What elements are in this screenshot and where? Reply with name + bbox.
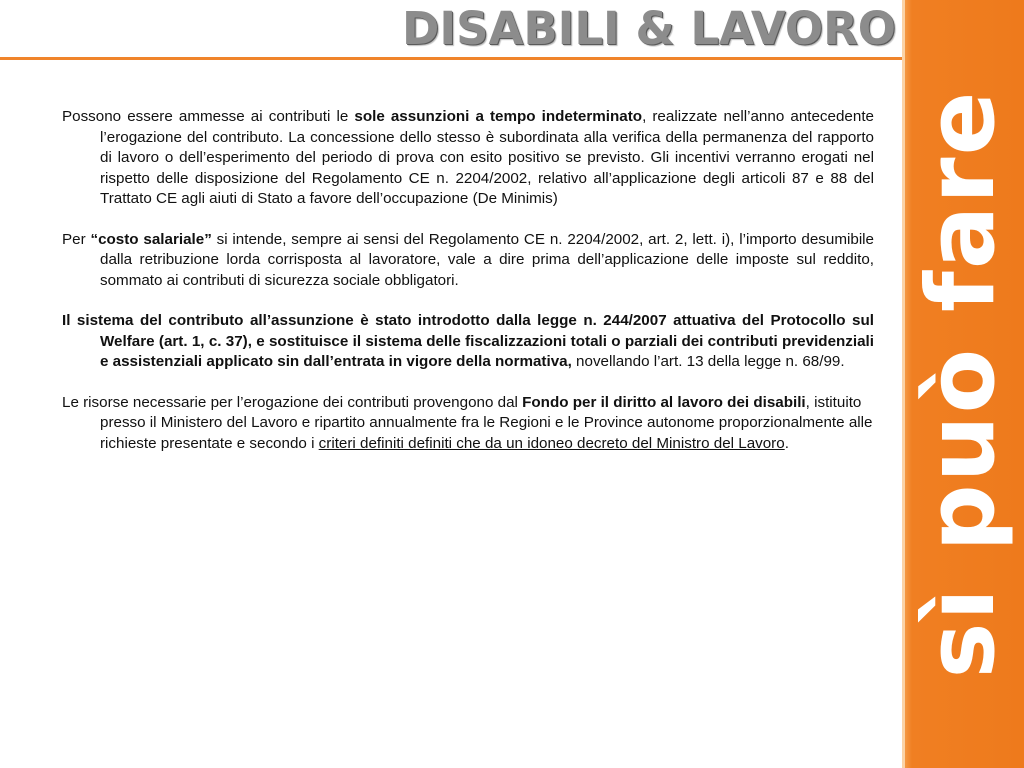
text-segment: , realizzate nell’anno antecedente l’erogazione del contributo. La concessione dello stesso è subordinata alla verifica della permanenza del rapporto di lavoro o dell’esperimento del periodo di prova con esito positivo se previsto. Gli incentivi verranno erogati nel rispetto delle disposizione del Regolamento CE n. 2204/2002, relativo all’applicazione degli articoli 87 e 88 del Trattato CE agli aiuti di Stato a favore dell’occupazione (De Minimis) <box>100 108 874 207</box>
text-segment: Per <box>62 230 91 248</box>
bold-segment: Fondo per il diritto al lavoro dei disabili <box>522 393 806 411</box>
paragraph-costo-salariale <box>62 230 874 292</box>
paragraph-assunzioni <box>62 107 874 210</box>
side-slogan: sì può fare <box>907 89 1016 679</box>
underlined-segment: criteri definiti definiti che da un idoneo decreto del Ministro del Lavoro <box>318 434 785 452</box>
text-segment: si intende, sempre ai sensi del Regolamento CE n. 2204/2002, art. 2, lett. i), l’importo desumibile dalla retribuzione lorda corrisposta al lavoratore, vale a dire prima dell’applicazione delle imposte sul reddito, sommato ai contributi di sicurezza sociale obbligatori. <box>100 230 875 289</box>
content-body <box>62 107 874 474</box>
text-segment: Possono essere ammesse ai contributi le <box>62 108 355 125</box>
bold-segment: sole assunzioni a tempo indeterminato <box>354 108 643 125</box>
paragraph-sistema-contributo <box>62 311 874 373</box>
header-divider <box>0 57 902 60</box>
bold-segment: “costo salariale” <box>90 230 212 248</box>
text-segment: , istituito presso il Ministero del Lavoro e ripartito annualmente fra le Regioni e le Province autonome proporzionalmente alle richieste presentate e secondo i <box>100 393 873 452</box>
text-segment: novellando l’art. 13 della legge n. 68/99. <box>571 353 845 370</box>
side-band-edge <box>902 0 905 768</box>
paragraph-risorse <box>62 393 876 455</box>
text-segment: . <box>784 434 789 452</box>
bold-segment: Il sistema del contributo all’assunzione è stato introdotto dalla legge n. 244/2007 attuativa del Protocollo sul Welfare (art. 1, c. 37), e sostituisce il sistema delle fiscalizzazioni totali o parziali dei contributi previdenziali e assistenziali applicato sin dall’entrata in vigore della normativa, <box>62 312 874 370</box>
page-title: DISABILI & LAVORO <box>402 2 897 55</box>
text-segment: Le risorse necessarie per l’erogazione dei contributi provengono dal <box>62 393 523 411</box>
